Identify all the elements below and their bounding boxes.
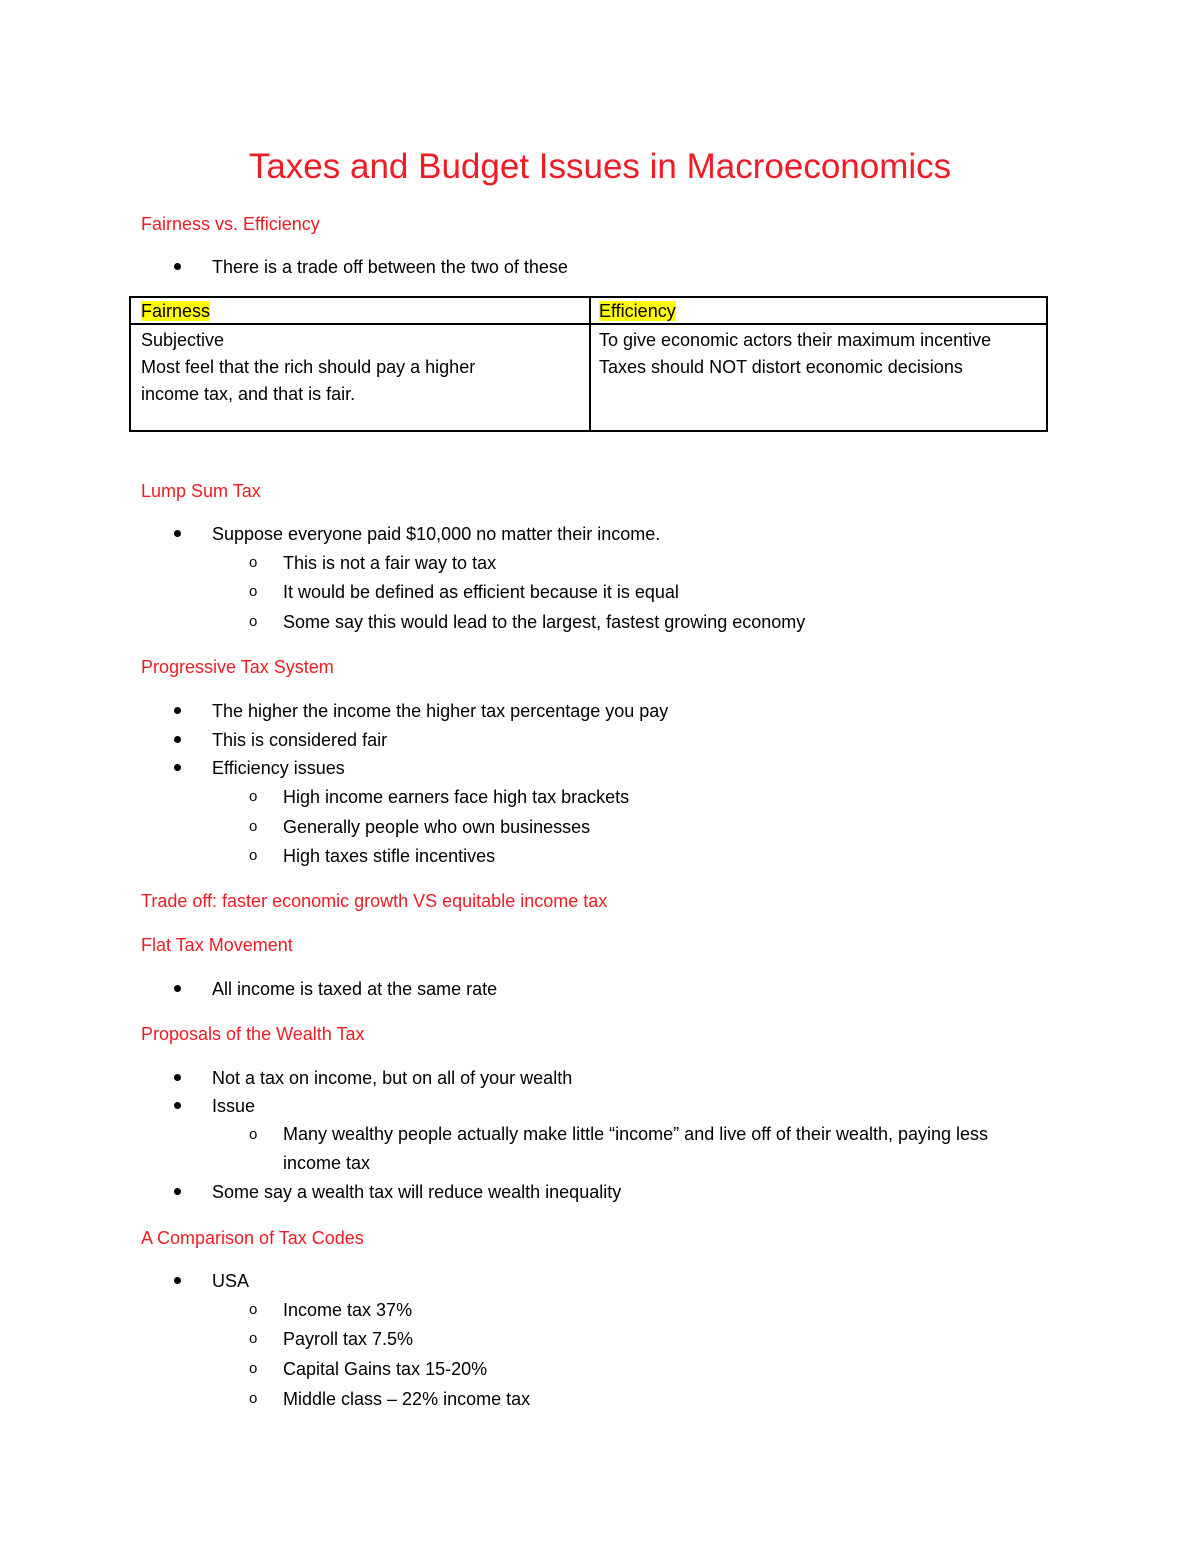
table-cell-line: Subjective xyxy=(141,330,225,350)
sub-bullet-marker: o xyxy=(249,1126,258,1143)
sub-bullet-usa-2: Capital Gains tax 15-20% xyxy=(283,1359,488,1379)
table-cell-fairness xyxy=(141,327,475,408)
bullet-usa: USA xyxy=(212,1271,250,1291)
table-cell-line: income tax, and that is fair. xyxy=(141,384,356,404)
bullet-lump-sum: Suppose everyone paid $10,000 no matter their income. xyxy=(212,524,661,544)
table-cell-efficiency xyxy=(599,327,991,381)
sub-bullet-marker: o xyxy=(249,1301,258,1318)
sub-bullet-wealth-0: Many wealthy people actually make little “income” and live off of their wealth, paying less income tax xyxy=(283,1124,989,1173)
bullet-flat-tax: All income is taxed at the same rate xyxy=(212,979,498,999)
bullet-dot xyxy=(174,1102,181,1109)
sub-bullet-marker: o xyxy=(249,554,258,571)
heading-wealth-tax: Proposals of the Wealth Tax xyxy=(141,1024,365,1044)
sub-bullet-marker: o xyxy=(249,613,258,630)
table-header-efficiency-text: Efficiency xyxy=(599,301,676,321)
heading-flat-tax: Flat Tax Movement xyxy=(141,935,293,955)
table-divider-vertical xyxy=(589,298,591,430)
bullet-dot xyxy=(174,1074,181,1081)
bullet-wealth-2: Some say a wealth tax will reduce wealth inequality xyxy=(212,1182,622,1202)
sub-bullet-marker: o xyxy=(249,818,258,835)
sub-bullet-marker: o xyxy=(249,1330,258,1347)
sub-bullet-usa-0: Income tax 37% xyxy=(283,1300,413,1320)
sub-bullet-marker: o xyxy=(249,583,258,600)
bullet-dot xyxy=(174,764,181,771)
sub-bullet-lump-0: This is not a fair way to tax xyxy=(283,553,497,573)
sub-bullet-lump-2: Some say this would lead to the largest, fastest growing economy xyxy=(283,612,806,632)
sub-bullet-marker: o xyxy=(249,1360,258,1377)
sub-bullet-progressive-1: Generally people who own businesses xyxy=(283,817,591,837)
sub-bullet-lump-1: It would be defined as efficient because it is equal xyxy=(283,582,679,602)
bullet-progressive-1: This is considered fair xyxy=(212,730,388,750)
bullet-dot xyxy=(174,530,181,537)
heading-fairness-efficiency: Fairness vs. Efficiency xyxy=(141,214,320,234)
heading-progressive-tax: Progressive Tax System xyxy=(141,657,334,677)
sub-bullet-marker: o xyxy=(249,847,258,864)
bullet-dot xyxy=(174,1277,181,1284)
bullet-wealth-1: Issue xyxy=(212,1096,256,1116)
table-cell-line: Most feel that the rich should pay a higher xyxy=(141,357,476,377)
heading-comparison: A Comparison of Tax Codes xyxy=(141,1228,364,1248)
sub-bullet-usa-3: Middle class – 22% income tax xyxy=(283,1389,531,1409)
bullet-dot xyxy=(174,985,181,992)
bullet-progressive-2: Efficiency issues xyxy=(212,758,345,778)
fairness-efficiency-table xyxy=(129,296,1048,432)
table-cell-line: To give economic actors their maximum incentive xyxy=(599,330,992,350)
heading-lump-sum-tax: Lump Sum Tax xyxy=(141,481,261,501)
table-cell-line: Taxes should NOT distort economic decisions xyxy=(599,357,963,377)
sub-bullet-progressive-2: High taxes stifle incentives xyxy=(283,846,496,866)
table-divider-horizontal xyxy=(131,323,1046,325)
bullet-progressive-0: The higher the income the higher tax percentage you pay xyxy=(212,701,669,721)
sub-bullet-marker: o xyxy=(249,1390,258,1407)
bullet-dot xyxy=(174,707,181,714)
bullet-wealth-0: Not a tax on income, but on all of your wealth xyxy=(212,1068,573,1088)
table-header-efficiency xyxy=(599,298,676,324)
document-title: Taxes and Budget Issues in Macroeconomics xyxy=(248,147,952,186)
table-header-fairness xyxy=(141,298,210,324)
bullet-dot xyxy=(174,736,181,743)
bullet-dot xyxy=(174,1188,181,1195)
heading-trade-off: Trade off: faster economic growth VS equitable income tax xyxy=(141,891,608,911)
sub-bullet-usa-1: Payroll tax 7.5% xyxy=(283,1329,414,1349)
table-header-fairness-text: Fairness xyxy=(141,301,211,321)
bullet-dot xyxy=(174,263,181,270)
bullet-trade-off: There is a trade off between the two of these xyxy=(212,257,568,277)
sub-bullet-marker: o xyxy=(249,788,258,805)
sub-bullet-progressive-0: High income earners face high tax brackets xyxy=(283,787,630,807)
